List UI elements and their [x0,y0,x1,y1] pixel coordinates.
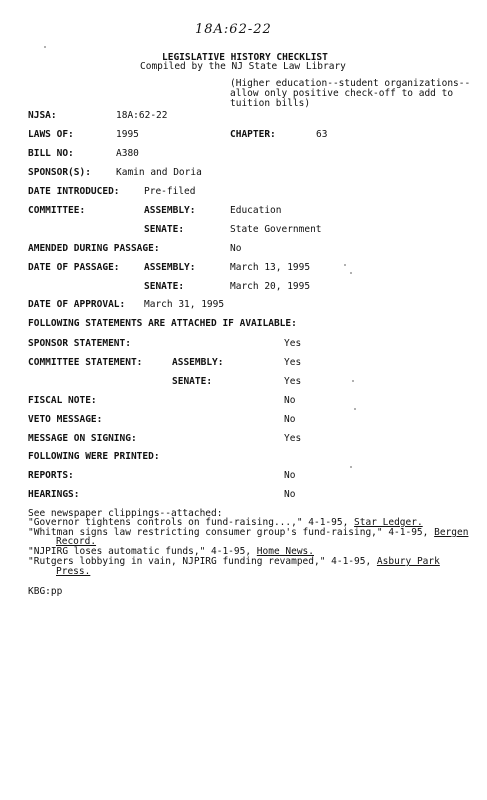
committee-senate-value: State Government [230,224,322,235]
scan-speck [44,46,46,48]
reports-label: REPORTS: [28,470,74,481]
scan-speck [350,272,352,274]
date-introduced-label: DATE INTRODUCED: [28,186,120,197]
passage-senate-value: March 20, 1995 [230,281,311,292]
clipping-3-source: Home News. [256,546,314,557]
committee-statement-senate-label: SENATE: [172,376,213,387]
committee-assembly-value: Education [230,205,282,216]
committee-statement-label: COMMITTEE STATEMENT: [28,357,143,368]
approval-label: DATE OF APPROVAL: [28,299,126,310]
sponsor-statement-label: SPONSOR STATEMENT: [28,338,131,349]
hearings-label: HEARINGS: [28,489,80,500]
clipping-4-source-b: Press. [56,566,91,577]
clipping-1-source: Star Ledger. [354,517,423,528]
clipping-2-source-a: Bergen [434,527,469,538]
page-title: LEGISLATIVE HISTORY CHECKLIST [162,52,328,63]
amended-label: AMENDED DURING PASSAGE: [28,243,160,254]
message-signing-value: Yes [284,433,302,444]
clipping-4-text: "Rutgers lobbying in vain, NJPIRG funding revamped," 4-1-95, [28,556,372,567]
handwritten-reference: 18A:62-22 [195,22,272,37]
date-introduced-value: Pre-filed [144,186,196,197]
clipping-1-text: "Governor tightens controls on fund-raising...," 4-1-95, [28,517,349,528]
passage-assembly-value: March 13, 1995 [230,262,311,273]
chapter-value: 63 [316,129,328,140]
sponsors-value: Kamin and Doria [116,167,202,178]
note-line-1: (Higher education--student organizations-- [230,78,471,89]
note-line-2: allow only positive check-off to add to [230,88,454,99]
veto-message-value: No [284,414,296,425]
laws-of-label: LAWS OF: [28,129,74,140]
laws-of-value: 1995 [116,129,139,140]
statements-header: FOLLOWING STATEMENTS ARE ATTACHED IF AVAILABLE: [28,318,297,329]
passage-label: DATE OF PASSAGE: [28,262,120,273]
scan-speck [344,264,346,266]
clipping-2-source-b: Record. [56,536,97,547]
clipping-3-text: "NJPIRG loses automatic funds," 4-1-95, [28,546,252,557]
reports-value: No [284,470,296,481]
message-signing-label: MESSAGE ON SIGNING: [28,433,137,444]
njsa-label: NJSA: [28,110,57,121]
chapter-label: CHAPTER: [230,129,276,140]
scan-speck [354,408,356,410]
note-line-3: tuition bills) [230,98,311,109]
printed-header: FOLLOWING WERE PRINTED: [28,451,160,462]
bill-no-value: A380 [116,148,139,159]
page-subtitle: Compiled by the NJ State Law Library [140,61,346,72]
hearings-value: No [284,489,296,500]
scan-speck [352,380,354,382]
passage-assembly-label: ASSEMBLY: [144,262,196,273]
clipping-4-source-a: Asbury Park [376,556,440,567]
scan-speck [350,466,352,468]
veto-message-label: VETO MESSAGE: [28,414,103,425]
sponsors-label: SPONSOR(S): [28,167,91,178]
njsa-value: 18A:62-22 [116,110,168,121]
committee-senate-label: SENATE: [144,224,185,235]
committee-assembly-label: ASSEMBLY: [144,205,196,216]
amended-value: No [230,243,242,254]
sponsor-statement-value: Yes [284,338,302,349]
committee-statement-senate-value: Yes [284,376,302,387]
clippings-intro: See newspaper clippings--attached: [28,508,223,519]
committee-label: COMMITTEE: [28,205,86,216]
fiscal-note-label: FISCAL NOTE: [28,395,97,406]
bill-no-label: BILL NO: [28,148,74,159]
clipping-2-text: "Whitman signs law restricting consumer group's fund-raising," 4-1-95, [28,527,429,538]
fiscal-note-value: No [284,395,296,406]
initials: KBG:pp [28,586,63,597]
approval-value: March 31, 1995 [144,299,225,310]
committee-statement-assembly-value: Yes [284,357,302,368]
passage-senate-label: SENATE: [144,281,185,292]
committee-statement-assembly-label: ASSEMBLY: [172,357,224,368]
